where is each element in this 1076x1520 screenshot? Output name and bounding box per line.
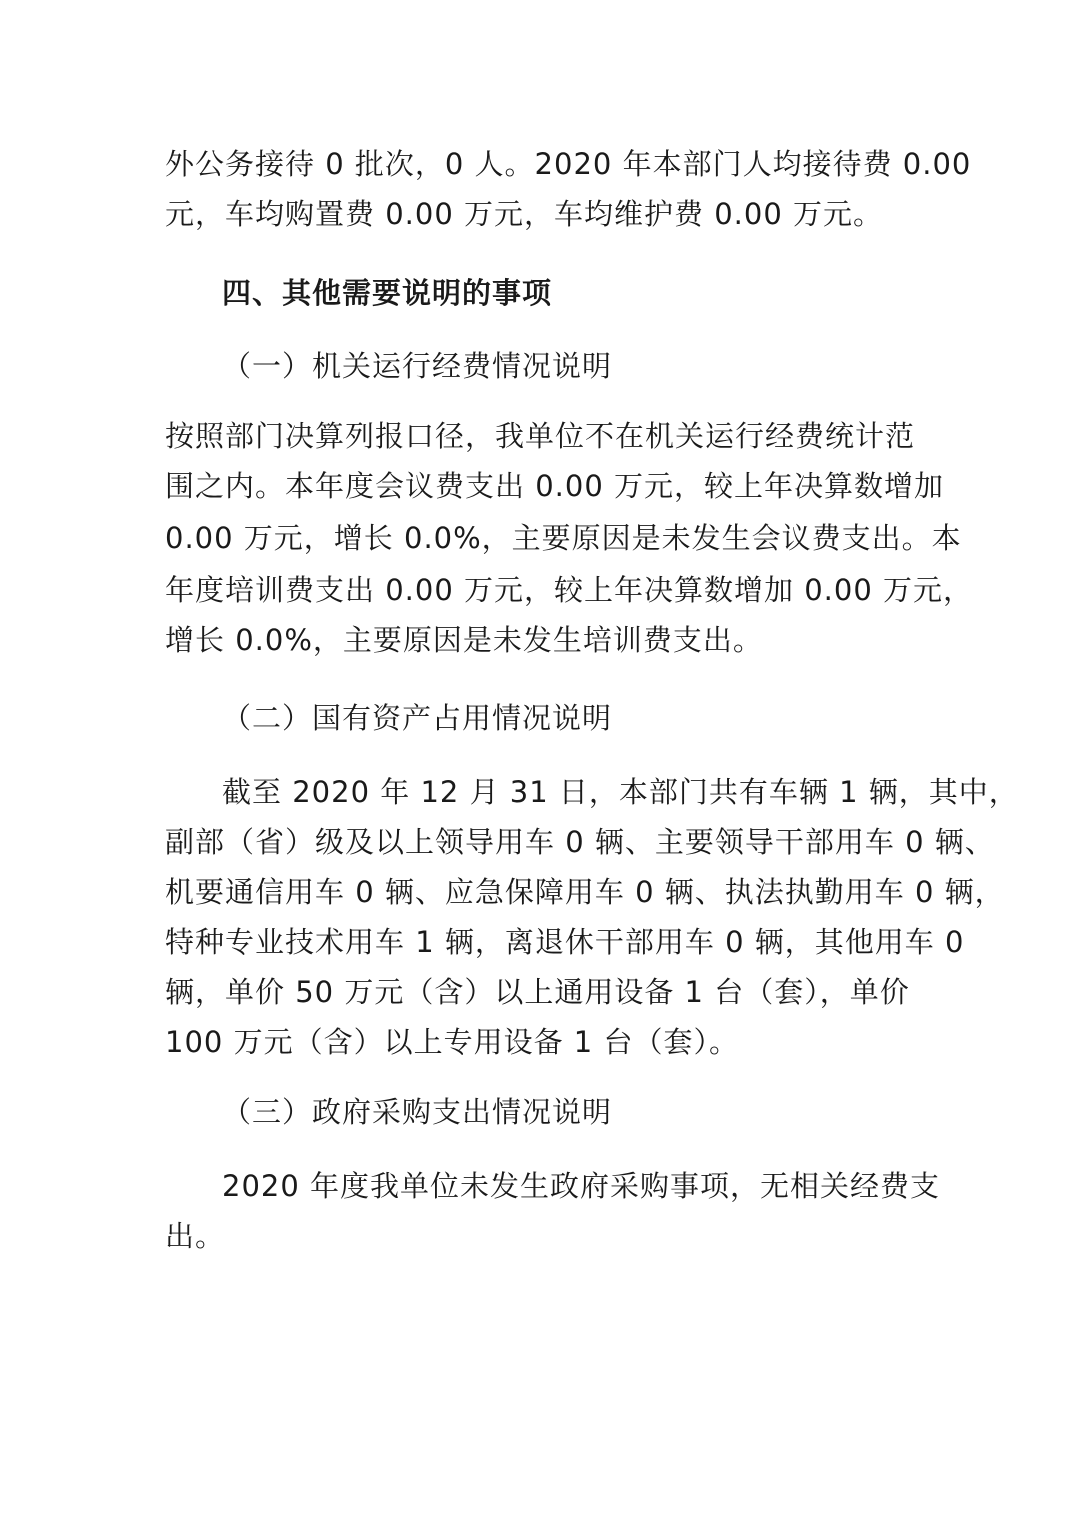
body-text-line: 100 万元（含）以上专用设备 1 台（套）。 xyxy=(165,1025,739,1059)
subsection-heading: （二）国有资产占用情况说明 xyxy=(222,701,613,735)
body-text-line: 特种专业技术用车 1 辆，离退休干部用车 0 辆，其他用车 0 xyxy=(165,925,965,959)
body-text-line: 外公务接待 0 批次，0 人。2020 年本部门人均接待费 0.00 xyxy=(165,147,972,181)
section-heading: 四、其他需要说明的事项 xyxy=(222,276,553,310)
body-text-line: 元，车均购置费 0.00 万元，车均维护费 0.00 万元。 xyxy=(165,197,884,231)
body-text-line: 副部（省）级及以上领导用车 0 辆、主要领导干部用车 0 辆、 xyxy=(165,825,995,859)
body-text-line: 出。 xyxy=(165,1219,226,1253)
subsection-heading: （三）政府采购支出情况说明 xyxy=(222,1095,613,1129)
body-text-line: 辆，单价 50 万元（含）以上通用设备 1 台（套），单价 xyxy=(165,975,910,1009)
body-text-line: 机要通信用车 0 辆、应急保障用车 0 辆、执法执勤用车 0 辆， xyxy=(165,875,1005,909)
body-text-line: 截至 2020 年 12 月 31 日，本部门共有车辆 1 辆，其中， xyxy=(222,775,1019,809)
body-text-line: 0.00 万元，增长 0.0%，主要原因是未发生会议费支出。本 xyxy=(165,521,962,555)
body-text-line: 2020 年度我单位未发生政府采购事项，无相关经费支 xyxy=(222,1169,941,1203)
body-text-line: 围之内。本年度会议费支出 0.00 万元，较上年决算数增加 xyxy=(165,469,945,503)
body-text-line: 年度培训费支出 0.00 万元，较上年决算数增加 0.00 万元， xyxy=(165,573,974,607)
body-text-line: 增长 0.0%，主要原因是未发生培训费支出。 xyxy=(165,623,763,657)
body-text-line: 按照部门决算列报口径，我单位不在机关运行经费统计范 xyxy=(165,419,916,453)
subsection-heading: （一）机关运行经费情况说明 xyxy=(222,349,613,383)
